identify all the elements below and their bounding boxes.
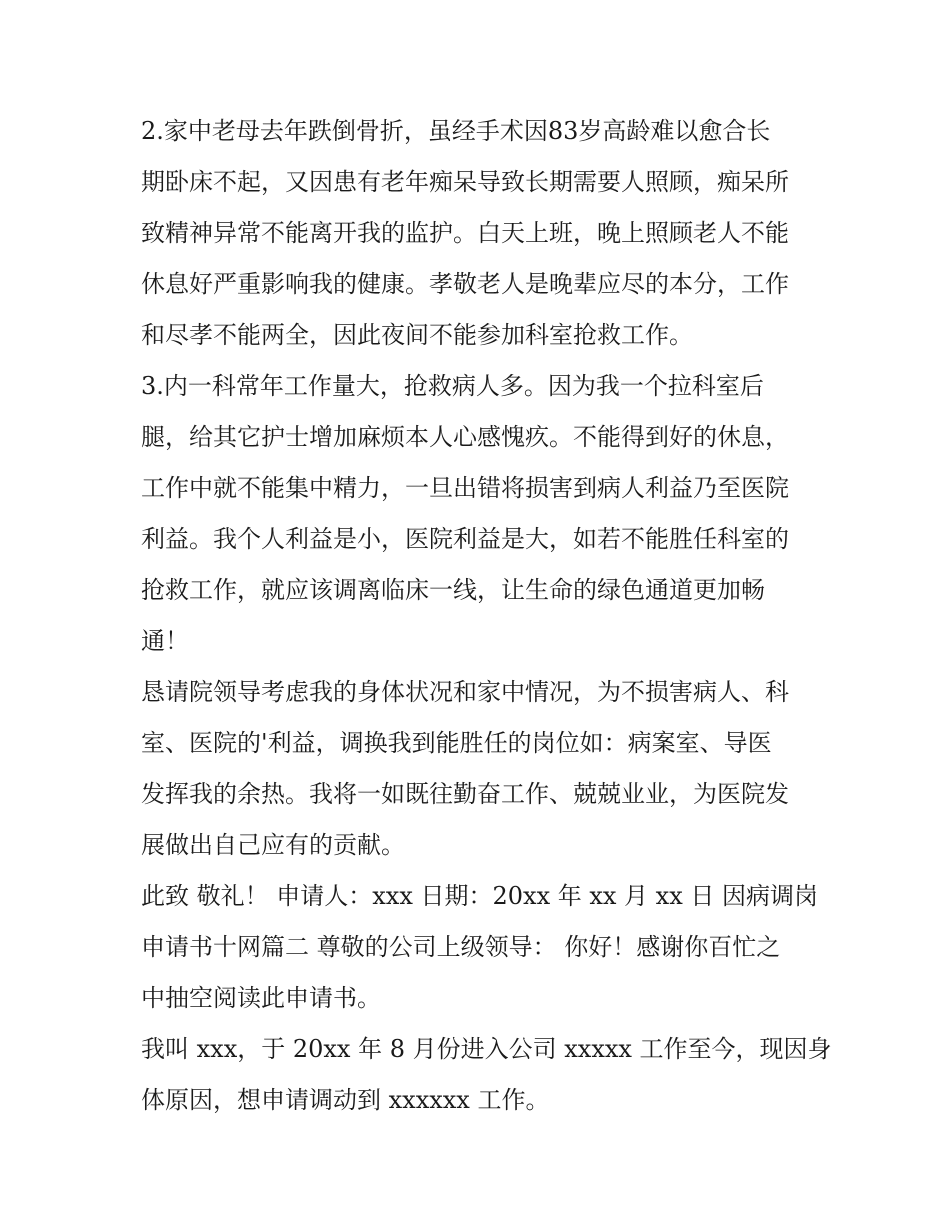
text-line: 工作中就不能集中精力，一旦出错将损害到病人利益乃至医院 xyxy=(141,474,789,502)
text-line: 和尽孝不能两全，因此夜间不能参加科室抢救工作。 xyxy=(141,321,693,349)
text-line: 腿，给其它护士增加麻烦本人心感愧疚。不能得到好的休息， xyxy=(141,423,789,451)
text-line: 休息好严重影响我的健康。孝敬老人是晚辈应尽的本分，工作 xyxy=(141,270,789,298)
text-line: 3.内一科常年工作量大，抢救病人多。因为我一个拉科室后 xyxy=(141,372,764,400)
paragraph-workload xyxy=(141,361,831,667)
text-line: 恳请院领导考虑我的身体状况和家中情况，为不损害病人、科 xyxy=(141,678,789,706)
text-line: 我叫 xxx，于 20xx 年 8 月份进入公司 xxxxx 工作至今，现因身 xyxy=(141,1035,832,1063)
text-line: 室、医院的'利益，调换我到能胜任的岗位如：病案室、导医 xyxy=(141,729,772,757)
text-line: 通！ xyxy=(141,627,189,655)
paragraph-request xyxy=(141,667,831,871)
text-line: 体原因，想申请调动到 xxxxxx 工作。 xyxy=(141,1086,550,1114)
text-line: 申请书十网篇二 尊敬的公司上级领导： 你好！感谢你百忙之 xyxy=(141,933,781,961)
text-line: 2.家中老母去年跌倒骨折，虽经手术因83岁高龄难以愈合长 xyxy=(141,117,771,145)
paragraph-introduction xyxy=(141,1024,831,1126)
text-line: 发挥我的余热。我将一如既往勤奋工作、兢兢业业，为医院发 xyxy=(141,780,789,808)
text-line: 致精神异常不能离开我的监护。白天上班，晚上照顾老人不能 xyxy=(141,219,789,247)
text-line: 利益。我个人利益是小，医院利益是大，如若不能胜任科室的 xyxy=(141,525,789,553)
text-line: 展做出自己应有的贡献。 xyxy=(141,831,405,859)
text-line: 期卧床不起，又因患有老年痴呆导致长期需要人照顾，痴呆所 xyxy=(141,168,789,196)
text-line: 此致 敬礼！ 申请人：xxx 日期：20xx 年 xx 月 xx 日 因病调岗 xyxy=(141,882,819,910)
paragraph-closing-and-second-letter xyxy=(141,871,831,1024)
text-line: 抢救工作，就应该调离临床一线，让生命的绿色通道更加畅 xyxy=(141,576,765,604)
text-line: 中抽空阅读此申请书。 xyxy=(141,984,381,1012)
document-body xyxy=(141,106,831,1126)
paragraph-mother-care xyxy=(141,106,831,361)
